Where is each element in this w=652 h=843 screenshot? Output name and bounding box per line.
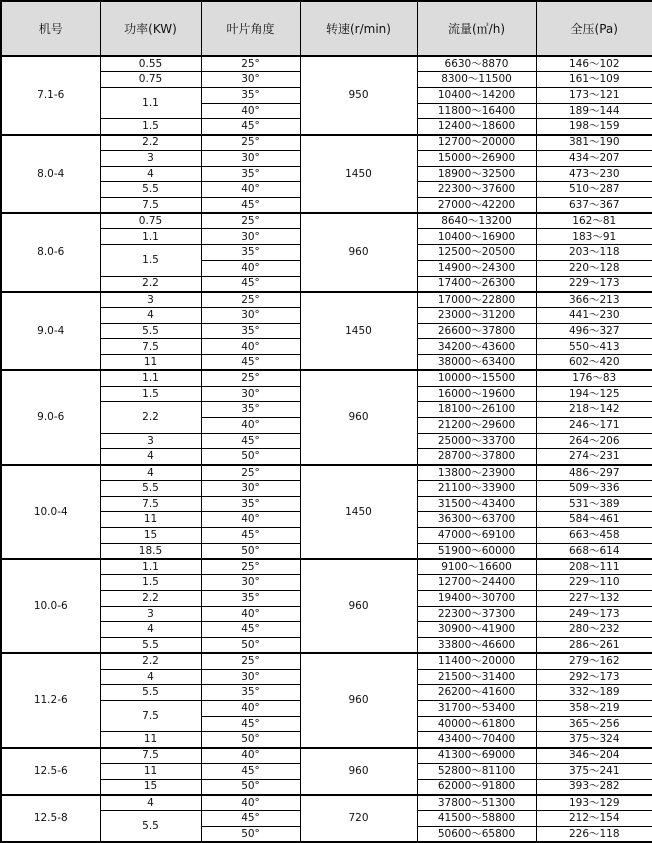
angle-cell: 35°	[201, 245, 300, 261]
angle-cell: 40°	[201, 700, 300, 716]
speed-cell: 960	[300, 653, 417, 747]
speed-cell: 1450	[300, 292, 417, 371]
angle-cell: 45°	[201, 433, 300, 449]
angle-cell: 40°	[201, 103, 300, 119]
power-cell: 11	[100, 763, 201, 779]
model-cell: 9.0-4	[1, 292, 100, 371]
angle-cell: 45°	[201, 811, 300, 827]
angle-cell: 45°	[201, 528, 300, 544]
speed-cell: 720	[300, 795, 417, 842]
angle-cell: 45°	[201, 119, 300, 135]
angle-cell: 35°	[201, 685, 300, 701]
power-cell: 4	[100, 308, 201, 324]
power-cell: 2.2	[100, 276, 201, 292]
power-cell: 4	[100, 622, 201, 638]
power-cell: 11	[100, 512, 201, 528]
header-model: 机号	[1, 1, 100, 56]
power-cell: 4	[100, 465, 201, 481]
power-cell: 4	[100, 166, 201, 182]
power-cell: 4	[100, 795, 201, 811]
flow-cell: 11400～20000	[417, 653, 536, 669]
pressure-cell: 358～219	[536, 700, 652, 716]
flow-cell: 38000～63400	[417, 355, 536, 371]
power-cell: 3	[100, 433, 201, 449]
flow-cell: 14900～24300	[417, 260, 536, 276]
power-cell: 2.2	[100, 402, 201, 433]
flow-cell: 26200～41600	[417, 685, 536, 701]
speed-cell: 950	[300, 56, 417, 135]
model-cell: 8.0-6	[1, 213, 100, 292]
angle-cell: 50°	[201, 732, 300, 748]
header-blade-angle: 叶片角度	[201, 1, 300, 56]
flow-cell: 17400～26300	[417, 276, 536, 292]
power-cell: 7.5	[100, 197, 201, 213]
power-cell: 7.5	[100, 339, 201, 355]
flow-cell: 28700～37800	[417, 449, 536, 465]
power-cell: 5.5	[100, 323, 201, 339]
angle-cell: 25°	[201, 370, 300, 386]
speed-cell: 1450	[300, 465, 417, 559]
power-cell: 1.5	[100, 575, 201, 591]
angle-cell: 30°	[201, 72, 300, 88]
angle-cell: 50°	[201, 826, 300, 842]
power-cell: 15	[100, 528, 201, 544]
power-cell: 5.5	[100, 638, 201, 654]
flow-cell: 21500～31400	[417, 669, 536, 685]
pressure-cell: 486～297	[536, 465, 652, 481]
pressure-cell: 531～389	[536, 496, 652, 512]
table-row	[1, 748, 652, 764]
angle-cell: 50°	[201, 779, 300, 795]
angle-cell: 50°	[201, 638, 300, 654]
angle-cell: 45°	[201, 716, 300, 732]
flow-cell: 62000～91800	[417, 779, 536, 795]
pressure-cell: 146～102	[536, 56, 652, 72]
power-cell: 4	[100, 449, 201, 465]
flow-cell: 15000～26900	[417, 150, 536, 166]
power-cell: 2.2	[100, 653, 201, 669]
pressure-cell: 220～128	[536, 260, 652, 276]
table-row	[1, 370, 652, 386]
pressure-cell: 246～171	[536, 418, 652, 434]
header-row	[1, 1, 652, 56]
pressure-cell: 274～231	[536, 449, 652, 465]
flow-cell: 10400～16900	[417, 229, 536, 245]
flow-cell: 30900～41900	[417, 622, 536, 638]
power-cell: 11	[100, 732, 201, 748]
pressure-cell: 229～173	[536, 276, 652, 292]
flow-cell: 27000～42200	[417, 197, 536, 213]
flow-cell: 23000～31200	[417, 308, 536, 324]
angle-cell: 40°	[201, 606, 300, 622]
flow-cell: 31700～53400	[417, 700, 536, 716]
pressure-cell: 212～154	[536, 811, 652, 827]
power-cell: 7.5	[100, 748, 201, 764]
angle-cell: 45°	[201, 276, 300, 292]
pressure-cell: 375～324	[536, 732, 652, 748]
speed-cell: 960	[300, 213, 417, 292]
flow-cell: 22300～37600	[417, 182, 536, 198]
flow-cell: 8640～13200	[417, 213, 536, 229]
angle-cell: 30°	[201, 229, 300, 245]
speed-cell: 960	[300, 559, 417, 653]
flow-cell: 37800～51300	[417, 795, 536, 811]
flow-cell: 11800～16400	[417, 103, 536, 119]
angle-cell: 30°	[201, 669, 300, 685]
flow-cell: 21100～33900	[417, 480, 536, 496]
angle-cell: 35°	[201, 402, 300, 418]
flow-cell: 41300～69000	[417, 748, 536, 764]
pressure-cell: 264～206	[536, 433, 652, 449]
flow-cell: 9100～16600	[417, 559, 536, 575]
flow-cell: 25000～33700	[417, 433, 536, 449]
power-cell: 5.5	[100, 480, 201, 496]
flow-cell: 43400～70400	[417, 732, 536, 748]
angle-cell: 40°	[201, 418, 300, 434]
pressure-cell: 375～241	[536, 763, 652, 779]
power-cell: 3	[100, 606, 201, 622]
table-row	[1, 135, 652, 151]
model-cell: 8.0-4	[1, 135, 100, 214]
flow-cell: 52800～81100	[417, 763, 536, 779]
angle-cell: 40°	[201, 748, 300, 764]
pressure-cell: 208～111	[536, 559, 652, 575]
header-pressure: 全压(Pa)	[536, 1, 652, 56]
pressure-cell: 637～367	[536, 197, 652, 213]
pressure-cell: 227～132	[536, 590, 652, 606]
power-cell: 3	[100, 292, 201, 308]
pressure-cell: 602～420	[536, 355, 652, 371]
angle-cell: 35°	[201, 590, 300, 606]
flow-cell: 10000～15500	[417, 370, 536, 386]
model-cell: 10.0-4	[1, 465, 100, 559]
header-power: 功率(KW)	[100, 1, 201, 56]
table-row	[1, 559, 652, 575]
flow-cell: 41500～58800	[417, 811, 536, 827]
angle-cell: 35°	[201, 166, 300, 182]
speed-cell: 1450	[300, 135, 417, 214]
flow-cell: 40000～61800	[417, 716, 536, 732]
flow-cell: 47000～69100	[417, 528, 536, 544]
angle-cell: 35°	[201, 323, 300, 339]
model-cell: 12.5-8	[1, 795, 100, 842]
angle-cell: 30°	[201, 575, 300, 591]
flow-cell: 34200～43600	[417, 339, 536, 355]
model-cell: 7.1-6	[1, 56, 100, 135]
angle-cell: 50°	[201, 543, 300, 559]
pressure-cell: 173～121	[536, 87, 652, 103]
power-cell: 1.1	[100, 87, 201, 118]
table-row	[1, 213, 652, 229]
header-flow: 流量(㎥/h)	[417, 1, 536, 56]
power-cell: 15	[100, 779, 201, 795]
angle-cell: 50°	[201, 449, 300, 465]
pressure-cell: 509～336	[536, 480, 652, 496]
pressure-cell: 189～144	[536, 103, 652, 119]
flow-cell: 6630～8870	[417, 56, 536, 72]
angle-cell: 25°	[201, 56, 300, 72]
flow-cell: 16000～19600	[417, 386, 536, 402]
angle-cell: 40°	[201, 339, 300, 355]
pressure-cell: 279～162	[536, 653, 652, 669]
flow-cell: 18900～32500	[417, 166, 536, 182]
flow-cell: 12500～20500	[417, 245, 536, 261]
power-cell: 7.5	[100, 496, 201, 512]
angle-cell: 30°	[201, 386, 300, 402]
table-header	[1, 1, 652, 56]
table-body	[1, 56, 652, 842]
pressure-cell: 292～173	[536, 669, 652, 685]
pressure-cell: 249～173	[536, 606, 652, 622]
power-cell: 4	[100, 669, 201, 685]
model-cell: 10.0-6	[1, 559, 100, 653]
pressure-cell: 218～142	[536, 402, 652, 418]
flow-cell: 36300～63700	[417, 512, 536, 528]
pressure-cell: 183～91	[536, 229, 652, 245]
pressure-cell: 434～207	[536, 150, 652, 166]
angle-cell: 40°	[201, 260, 300, 276]
power-cell: 0.75	[100, 72, 201, 88]
pressure-cell: 198～159	[536, 119, 652, 135]
flow-cell: 21200～29600	[417, 418, 536, 434]
flow-cell: 12400～18600	[417, 119, 536, 135]
angle-cell: 25°	[201, 292, 300, 308]
angle-cell: 30°	[201, 308, 300, 324]
flow-cell: 33800～46600	[417, 638, 536, 654]
angle-cell: 30°	[201, 150, 300, 166]
power-cell: 3	[100, 150, 201, 166]
flow-cell: 22300～37300	[417, 606, 536, 622]
power-cell: 1.1	[100, 559, 201, 575]
flow-cell: 12700～20000	[417, 135, 536, 151]
pressure-cell: 226～118	[536, 826, 652, 842]
pressure-cell: 286～261	[536, 638, 652, 654]
table-row	[1, 653, 652, 669]
table-row	[1, 465, 652, 481]
power-cell: 18.5	[100, 543, 201, 559]
angle-cell: 45°	[201, 197, 300, 213]
power-cell: 1.5	[100, 245, 201, 276]
angle-cell: 25°	[201, 653, 300, 669]
flow-cell: 51900～60000	[417, 543, 536, 559]
pressure-cell: 550～413	[536, 339, 652, 355]
angle-cell: 35°	[201, 496, 300, 512]
flow-cell: 31500～43400	[417, 496, 536, 512]
angle-cell: 40°	[201, 512, 300, 528]
table-row	[1, 795, 652, 811]
pressure-cell: 176～83	[536, 370, 652, 386]
flow-cell: 8300～11500	[417, 72, 536, 88]
pressure-cell: 473～230	[536, 166, 652, 182]
power-cell: 5.5	[100, 182, 201, 198]
pressure-cell: 346～204	[536, 748, 652, 764]
header-speed: 转速(r/min)	[300, 1, 417, 56]
power-cell: 0.55	[100, 56, 201, 72]
power-cell: 5.5	[100, 811, 201, 842]
pressure-cell: 162～81	[536, 213, 652, 229]
pressure-cell: 365～256	[536, 716, 652, 732]
angle-cell: 45°	[201, 355, 300, 371]
power-cell: 1.1	[100, 229, 201, 245]
power-cell: 5.5	[100, 685, 201, 701]
power-cell: 1.1	[100, 370, 201, 386]
power-cell: 0.75	[100, 213, 201, 229]
pressure-cell: 381～190	[536, 135, 652, 151]
flow-cell: 12700～24400	[417, 575, 536, 591]
angle-cell: 25°	[201, 135, 300, 151]
angle-cell: 45°	[201, 622, 300, 638]
angle-cell: 30°	[201, 480, 300, 496]
model-cell: 11.2-6	[1, 653, 100, 747]
table-row	[1, 56, 652, 72]
power-cell: 7.5	[100, 700, 201, 731]
power-cell: 2.2	[100, 590, 201, 606]
pressure-cell: 441～230	[536, 308, 652, 324]
power-cell: 11	[100, 355, 201, 371]
pressure-cell: 229～110	[536, 575, 652, 591]
flow-cell: 13800～23900	[417, 465, 536, 481]
angle-cell: 45°	[201, 763, 300, 779]
angle-cell: 40°	[201, 182, 300, 198]
speed-cell: 960	[300, 748, 417, 795]
pressure-cell: 203～118	[536, 245, 652, 261]
pressure-cell: 584～461	[536, 512, 652, 528]
pressure-cell: 393～282	[536, 779, 652, 795]
pressure-cell: 366～213	[536, 292, 652, 308]
angle-cell: 35°	[201, 87, 300, 103]
table-row	[1, 292, 652, 308]
power-cell: 1.5	[100, 386, 201, 402]
pressure-cell: 161～109	[536, 72, 652, 88]
angle-cell: 25°	[201, 559, 300, 575]
angle-cell: 40°	[201, 795, 300, 811]
flow-cell: 10400～14200	[417, 87, 536, 103]
flow-cell: 50600～65800	[417, 826, 536, 842]
pressure-cell: 332～189	[536, 685, 652, 701]
power-cell: 2.2	[100, 135, 201, 151]
pressure-cell: 510～287	[536, 182, 652, 198]
pressure-cell: 668～614	[536, 543, 652, 559]
pressure-cell: 496～327	[536, 323, 652, 339]
pressure-cell: 194～125	[536, 386, 652, 402]
angle-cell: 25°	[201, 213, 300, 229]
model-cell: 12.5-6	[1, 748, 100, 795]
pressure-cell: 663～458	[536, 528, 652, 544]
power-cell: 1.5	[100, 119, 201, 135]
model-cell: 9.0-6	[1, 370, 100, 464]
flow-cell: 26600～37800	[417, 323, 536, 339]
speed-cell: 960	[300, 370, 417, 464]
pressure-cell: 280～232	[536, 622, 652, 638]
flow-cell: 18100～26100	[417, 402, 536, 418]
angle-cell: 25°	[201, 465, 300, 481]
pressure-cell: 193～129	[536, 795, 652, 811]
flow-cell: 17000～22800	[417, 292, 536, 308]
flow-cell: 19400～30700	[417, 590, 536, 606]
